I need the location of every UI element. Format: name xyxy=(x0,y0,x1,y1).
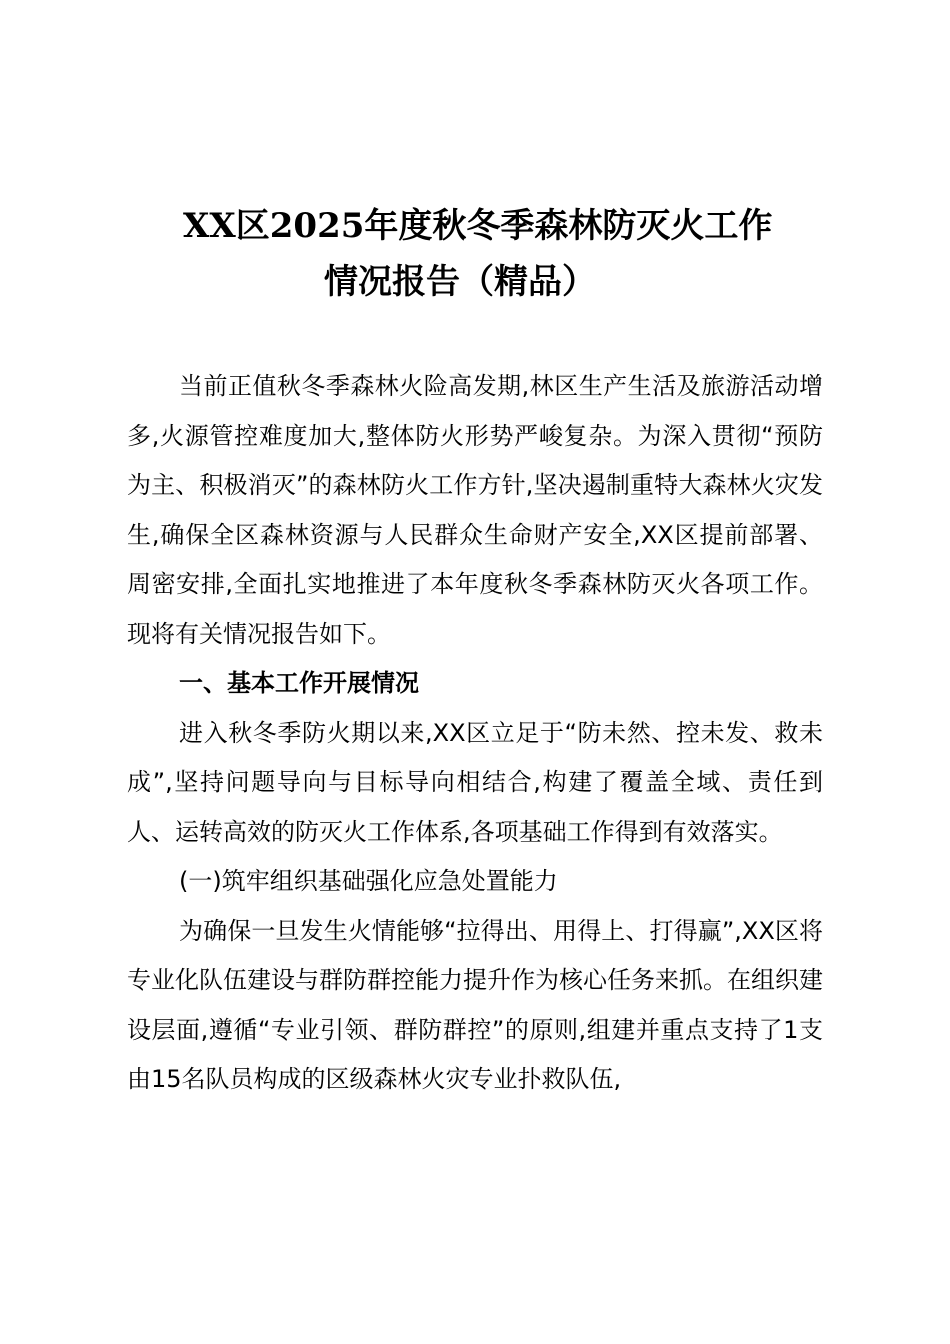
intro-paragraph: 当前正值秋冬季森林火险高发期,林区生产生活及旅游活动增多,火源管控难度加大,整体防火形势严峻复杂。为深入贯彻“预防为主、积极消灭”的森林防火工作方针,坚决遏制重特大森林火灾发生,确保全区森林资源与人民群众生命财产安全,XX区提前部署、周密安排,全面扎实地推进了本年度秋冬季森林防灭火各项工作。现将有关情况报告如下。 xyxy=(127,372,823,648)
document-body xyxy=(127,362,823,1105)
document-title xyxy=(183,198,833,310)
subsection-1-paragraph: 为确保一旦发生火情能够“拉得出、用得上、打得赢”,XX区将专业化队伍建设与群防群控能力提升作为核心任务来抓。在组织建设层面,遵循“专业引领、群防群控”的原则,组建并重点支持了1支由15名队员构成的区级森林火灾专业扑救队伍, xyxy=(127,916,823,1093)
title-line-2: 情况报告（精品） xyxy=(324,262,596,302)
title-line-1: XX区2025年度秋冬季森林防灭火工作 xyxy=(183,206,773,246)
subsection-1-heading: (一)筑牢组织基础强化应急处置能力 xyxy=(179,867,558,895)
section-1-paragraph: 进入秋冬季防火期以来,XX区立足于“防未然、控未发、救未成”,坚持问题导向与目标导向相结合,构建了覆盖全域、责任到人、运转高效的防灭火工作体系,各项基础工作得到有效落实。 xyxy=(127,718,823,846)
section-1-heading: 一、基本工作开展情况 xyxy=(179,669,419,697)
